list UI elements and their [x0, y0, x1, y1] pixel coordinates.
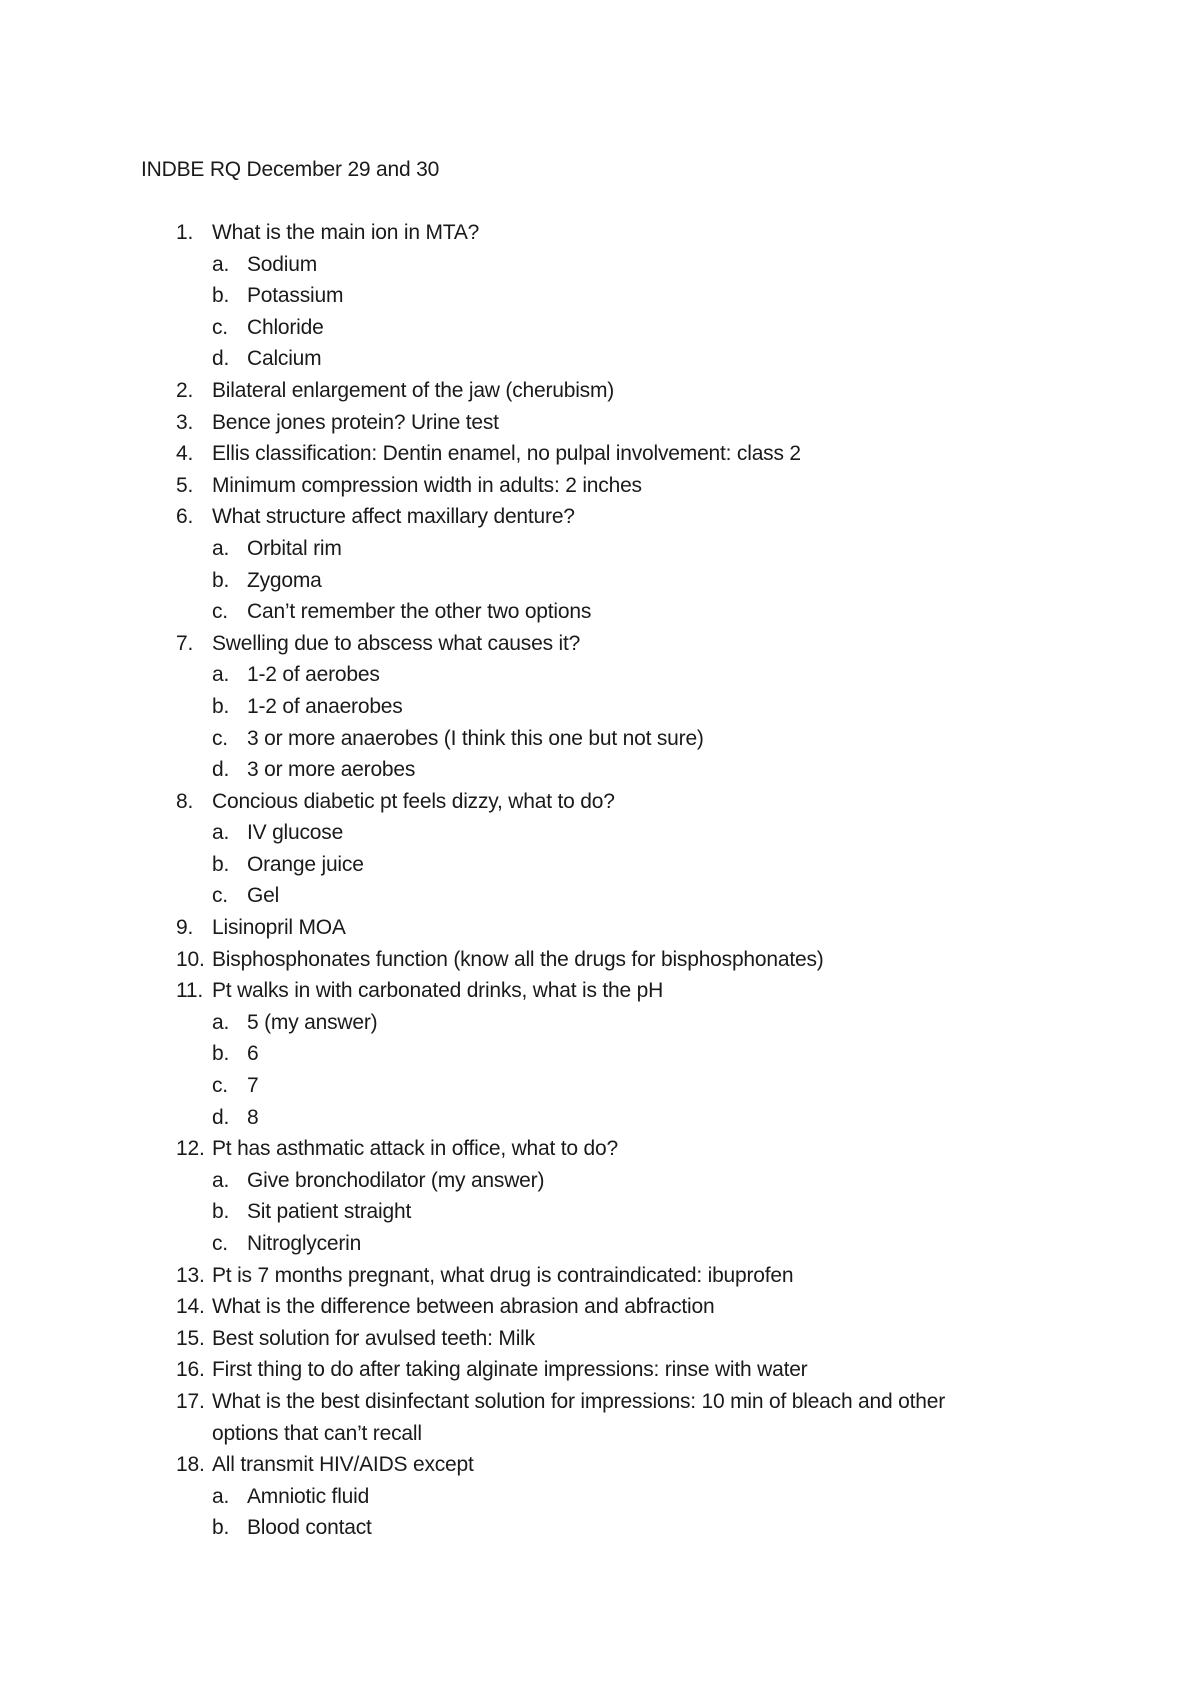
option-letter: a. — [212, 1484, 230, 1508]
option-text: 1-2 of anaerobes — [247, 694, 403, 718]
option-text: Amniotic fluid — [247, 1484, 370, 1508]
question-text: Best solution for avulsed teeth: Milk — [212, 1326, 535, 1350]
option-letter: d. — [212, 347, 230, 371]
option-item — [0, 723, 1200, 755]
option-item — [0, 1196, 1200, 1228]
option-item — [0, 817, 1200, 849]
option-letter: b. — [212, 694, 230, 718]
option-text: Nitroglycerin — [247, 1232, 362, 1255]
option-item — [0, 1070, 1200, 1102]
option-text: Chloride — [247, 315, 324, 339]
option-item — [0, 1038, 1200, 1070]
question-text: Pt has asthmatic attack in office, what to do? — [212, 1137, 618, 1161]
option-letter: a. — [212, 1010, 230, 1034]
option-letter: b. — [212, 568, 230, 592]
option-text: Sodium — [247, 252, 318, 276]
option-letter: a. — [212, 536, 230, 560]
question-item — [0, 912, 1200, 944]
question-text: What is the best disinfectant solution for impressions: 10 min of bleach and other options that can’t recall — [212, 1389, 945, 1445]
question-item — [0, 628, 1200, 786]
question-text: Concious diabetic pt feels dizzy, what to do? — [212, 789, 615, 813]
question-item — [0, 375, 1200, 407]
question-item — [0, 1354, 1200, 1386]
question-text: First thing to do after taking alginate impressions: rinse with water — [212, 1358, 808, 1382]
question-number: 14. — [176, 1295, 205, 1319]
question-number: 18. — [176, 1453, 205, 1477]
option-letter: c. — [212, 1232, 228, 1255]
question-item — [0, 975, 1200, 1133]
document-title: INDBE RQ December 29 and 30 — [141, 158, 440, 181]
option-text: Orange juice — [247, 852, 364, 876]
option-letter: c. — [212, 726, 228, 750]
question-item — [0, 1449, 1200, 1544]
question-number: 15. — [176, 1326, 205, 1350]
option-letter: a. — [212, 663, 230, 687]
option-item — [0, 312, 1200, 344]
question-text: What structure affect maxillary denture? — [212, 505, 575, 529]
option-text: 8 — [247, 1105, 259, 1129]
option-item — [0, 880, 1200, 912]
option-text: Gel — [247, 884, 280, 908]
question-number: 3. — [176, 410, 194, 434]
question-number: 13. — [176, 1263, 205, 1287]
question-number: 11. — [176, 979, 204, 1003]
question-number: 2. — [176, 378, 194, 402]
option-item — [0, 1512, 1200, 1544]
option-text: 6 — [247, 1042, 259, 1066]
question-text: What is the difference between abrasion and abfraction — [212, 1295, 715, 1319]
option-item — [0, 691, 1200, 723]
option-item — [0, 1007, 1200, 1039]
question-item — [0, 470, 1200, 502]
option-item — [0, 596, 1200, 628]
question-number: 16. — [176, 1358, 205, 1382]
option-letter: d. — [212, 758, 230, 782]
question-number: 1. — [176, 221, 194, 244]
question-item — [0, 1260, 1200, 1292]
option-text: 1-2 of aerobes — [247, 663, 380, 687]
question-item — [0, 1386, 1200, 1449]
question-item — [0, 438, 1200, 470]
option-item — [0, 1102, 1200, 1134]
option-item — [0, 849, 1200, 881]
question-item — [0, 786, 1200, 912]
question-number: 12. — [176, 1137, 205, 1161]
option-item — [0, 659, 1200, 691]
question-text: Pt is 7 months pregnant, what drug is contraindicated: ibuprofen — [212, 1263, 794, 1287]
question-item — [0, 501, 1200, 627]
question-number: 8. — [176, 789, 194, 813]
option-letter: c. — [212, 315, 228, 339]
option-letter: c. — [212, 884, 228, 908]
option-text: Can’t remember the other two options — [247, 600, 592, 624]
option-letter: b. — [212, 852, 230, 876]
question-number: 6. — [176, 505, 194, 529]
question-item — [0, 1133, 1200, 1259]
option-letter: a. — [212, 821, 230, 845]
option-item — [0, 754, 1200, 786]
question-text: Bilateral enlargement of the jaw (cherubism) — [212, 378, 615, 402]
option-letter: c. — [212, 600, 228, 624]
question-text: Ellis classification: Dentin enamel, no pulpal involvement: class 2 — [212, 442, 801, 466]
option-text: IV glucose — [247, 821, 344, 845]
option-text: Blood contact — [247, 1516, 372, 1540]
option-text: Potassium — [247, 284, 344, 308]
question-text: Swelling due to abscess what causes it? — [212, 631, 581, 655]
question-number: 7. — [176, 631, 194, 655]
question-item — [0, 1291, 1200, 1323]
question-text: Bence jones protein? Urine test — [212, 410, 499, 434]
question-text: Minimum compression width in adults: 2 inches — [212, 473, 642, 497]
option-text: 3 or more aerobes — [247, 758, 416, 782]
option-text: Give bronchodilator (my answer) — [247, 1168, 545, 1192]
question-text: Lisinopril MOA — [212, 916, 346, 940]
option-letter: b. — [212, 1516, 230, 1540]
question-number: 9. — [176, 916, 194, 940]
option-text: 3 or more anaerobes (I think this one but not sure) — [247, 726, 704, 750]
option-letter: a. — [212, 252, 230, 276]
question-text: What is the main ion in MTA? — [212, 221, 480, 244]
option-item — [0, 280, 1200, 312]
option-item — [0, 1481, 1200, 1513]
option-text: 7 — [247, 1074, 259, 1098]
question-list — [0, 217, 1200, 1544]
question-item — [0, 407, 1200, 439]
option-text: Orbital rim — [247, 536, 342, 560]
option-letter: a. — [212, 1168, 230, 1192]
option-text: Sit patient straight — [247, 1200, 412, 1224]
option-item — [0, 249, 1200, 281]
option-text: 5 (my answer) — [247, 1010, 378, 1034]
question-number: 4. — [176, 442, 194, 466]
option-letter: d. — [212, 1105, 230, 1129]
option-item — [0, 565, 1200, 597]
question-text: Pt walks in with carbonated drinks, what is the pH — [212, 979, 664, 1003]
option-item — [0, 343, 1200, 375]
option-letter: b. — [212, 284, 230, 308]
option-item — [0, 1228, 1200, 1260]
question-text: Bisphosphonates function (know all the drugs for bisphosphonates) — [212, 947, 824, 971]
question-number: 17. — [176, 1389, 205, 1413]
question-item — [0, 217, 1200, 375]
question-item — [0, 1323, 1200, 1355]
option-text: Zygoma — [247, 568, 322, 592]
option-text: Calcium — [247, 347, 322, 371]
question-text: All transmit HIV/AIDS except — [212, 1453, 474, 1477]
option-letter: b. — [212, 1042, 230, 1066]
option-item — [0, 1165, 1200, 1197]
option-item — [0, 533, 1200, 565]
option-letter: b. — [212, 1200, 230, 1224]
question-item — [0, 944, 1200, 976]
question-number: 5. — [176, 473, 194, 497]
question-number: 10. — [176, 947, 205, 971]
option-letter: c. — [212, 1074, 228, 1098]
